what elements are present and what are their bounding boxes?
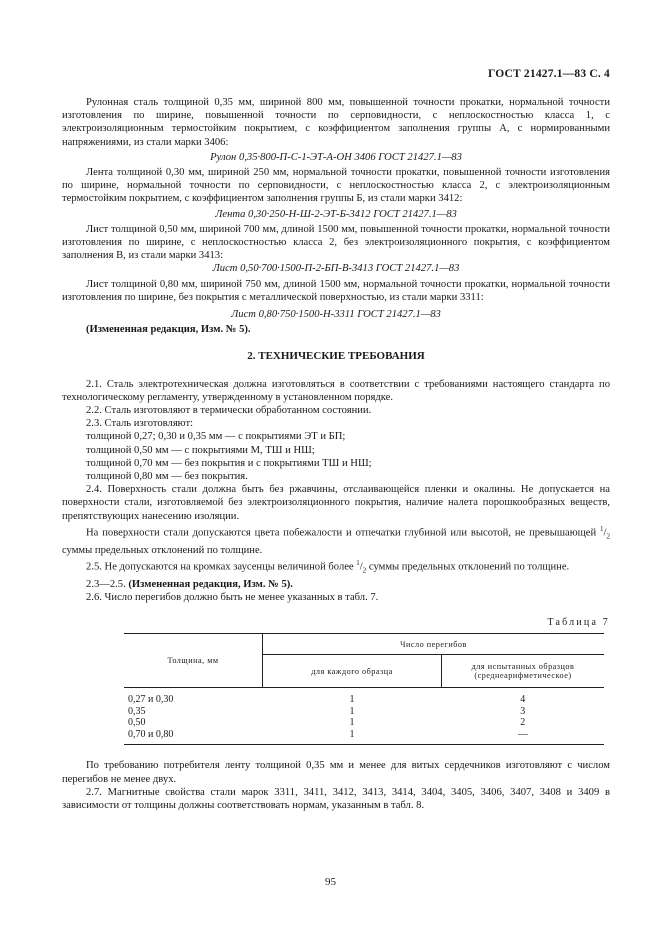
table-header-tested: для испытанных образцов (среднеарифметическое) [442, 655, 605, 688]
clause-2-2: 2.2. Сталь изготовляют в термически обработанном состоянии. [86, 405, 372, 417]
clause-2-4: 2.4. Поверхность стали должна быть без ржавчины, отслаивающейся пленки и окалины. Не допускается на поверхности стали, изготовляемой без электроизоляционного покрытия, наличие налета порошкообразных веществ, препятствующих нанесению изоляции. [62, 484, 610, 522]
example-sheet-text: Лист толщиной 0,50 мм, шириной 700 мм, длиной 1500 мм, повышенной точности прокатки, нормальной точности изготовления по ширине, с неплоскостностью класса 2, без электроизоляционного покрытия, с коэффициентом заполнения В, из стали марки 3413: [62, 223, 610, 262]
example-sheet-designation: Лист 0,50·700·1500-П-2-БП-В-3413 ГОСТ 21427.1—83 [212, 263, 460, 275]
clause-2-3-line: толщиной 0,80 мм — без покрытия. [86, 471, 248, 483]
table-note: По требованию потребителя ленту толщиной 0,35 мм и менее для витых сердечников изготовляют с числом перегибов не менее двух. [62, 760, 610, 785]
clause-2-6: 2.6. Число перегибов должно быть не менее указанных в табл. 7. [86, 591, 379, 603]
example-coil-designation: Рулон 0,35·800-П-С-1-ЭТ-А-ОН 3406 ГОСТ 21427.1—83 [210, 151, 462, 163]
table-row: 0,35 1 3 [128, 705, 526, 717]
table-header-thickness: Толщина, мм [124, 634, 263, 688]
clause-2-3-line: толщиной 0,27; 0,30 и 0,35 мм — с покрытиями ЭТ и БП; [86, 431, 346, 443]
clause-2-7: 2.7. Магнитные свойства стали марок 3311, 3411, 3412, 3413, 3414, 3404, 3405, 3406, 3407, 3408 и 3409 в зависимости от толщины должны соответствовать нормам, указанным в табл. 8. [62, 786, 610, 811]
table-row: 0,27 и 0,30 1 4 [128, 694, 526, 706]
clause-2-3-2-5-edit: 2.3—2.5. (Измененная редакция, Изм. № 5). [86, 578, 293, 590]
example-strip-designation: Лента 0,30·250-Н-Ш-2-ЭТ-Б-3412 ГОСТ 21427.1—83 [215, 208, 457, 220]
page-number: 95 [325, 876, 336, 888]
edit-note: (Измененная редакция, Изм. № 5). [86, 324, 251, 336]
clause-2-3-title: 2.3. Сталь изготовляют: [86, 418, 194, 430]
table-caption: Таблица 7 [547, 617, 610, 629]
page-body [62, 0, 610, 812]
clause-2-3-line: толщиной 0,70 мм — без покрытия и с покрытиями ТШ и НШ; [86, 457, 372, 469]
example-strip-text: Лента толщиной 0,30 мм, шириной 250 мм, нормальной точности прокатки, повышенной точности изготовления по ширине, нормальной точности по серповидности, с неплоскостностью класса 2, с электроизоляционным термостойким покрытием, с коэффициентом заполнения группы Б, из стали марки 3412: [62, 167, 610, 205]
table-header-each: для каждого образца [263, 655, 442, 688]
section-title: 2. ТЕХНИЧЕСКИЕ ТРЕБОВАНИЯ [247, 350, 425, 363]
table-header-bends: Число перегибов [263, 634, 605, 655]
clause-2-3-line: толщиной 0,50 мм — с покрытиями М, ТШ и НШ; [86, 444, 315, 456]
bends-table [124, 633, 604, 745]
example-sheet2-text: Лист толщиной 0,80 мм, шириной 750 мм, длиной 1500 мм, нормальной точности прокатки, нормальной точности изготовления по ширине, без покрытия с металлической поверхностью, из стали марки 3311: [62, 278, 610, 303]
document-header: ГОСТ 21427.1—83 С. 4 [487, 68, 610, 80]
example-sheet2-designation: Лист 0,80·750·1500-Н-3311 ГОСТ 21427.1—83 [231, 309, 441, 321]
table-row: 0,50 1 2 [128, 717, 526, 729]
clause-2-5: 2.5. Не допускаются на кромках заусенцы величиной более $^1/_2$ суммы предельных отклонений по толщине. [86, 558, 570, 575]
clause-2-1: 2.1. Сталь электротехническая должна изготовляться в соответствии с требованиями настоящего стандарта по технологическому регламенту, утвержденному в установленном порядке. [62, 378, 610, 403]
table-row: 0,70 и 0,80 1 — [124, 729, 604, 745]
example-coil-text: Рулонная сталь толщиной 0,35 мм, шириной 800 мм, повышенной точности прокатки, нормальной точности изготовления по ширине, повышенной точности по серповидности, с неплоскостностью класса 1, с электроизоляционным термостойким покрытием, с коэффициентом заполнения группы А, с нормированными напряжениями, из стали марки 3406: [62, 97, 610, 148]
clause-2-4-tolerance: На поверхности стали допускаются цвета побежалости и отпечатки глубиной или высотой, не превышающей $^1/_2$ суммы предельных отклонений по толщине. [62, 524, 610, 556]
